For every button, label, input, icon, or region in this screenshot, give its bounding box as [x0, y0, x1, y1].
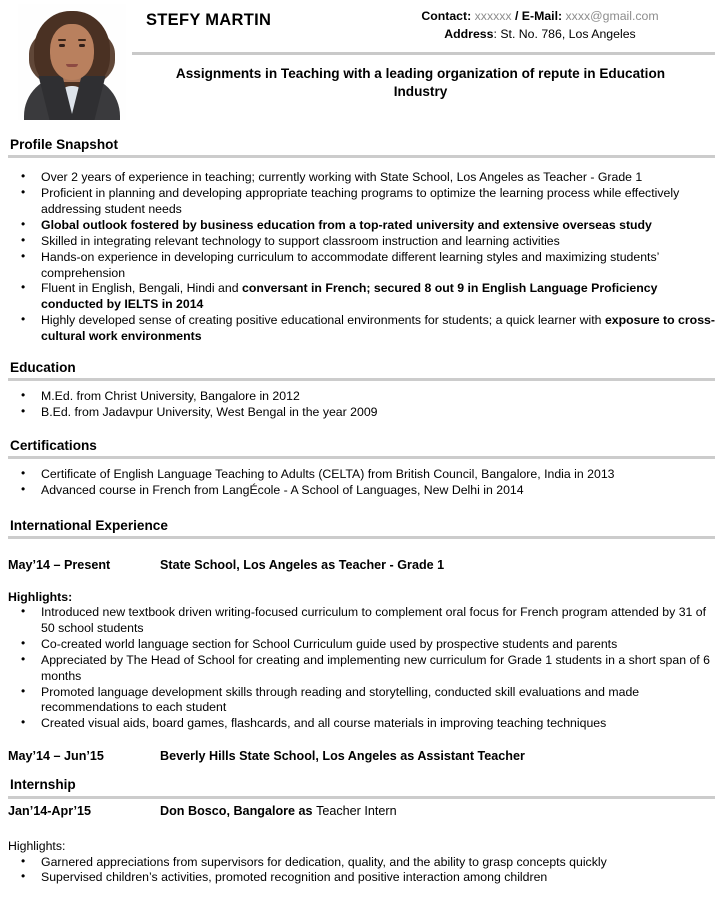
section-certifications [7, 437, 715, 499]
job-header-row [8, 803, 715, 819]
contact-block [371, 8, 715, 44]
bullet-item [8, 716, 715, 732]
bullet-text: Certificate of English Language Teaching to Adults (CELTA) from British Council, Bangalore, India in 2013 [41, 467, 615, 482]
bullet-item [8, 855, 715, 871]
bullet-text: Appreciated by The Head of School for creating and implementing new curriculum for Grade 1 students in a short span of 6 months [41, 652, 710, 683]
job-title-plain: Teacher Intern [316, 803, 397, 818]
bullet-text-emphasis: conversant in French; secured 8 out 9 in English Language Proficiency conducted by IELTS in 2014 [41, 281, 658, 312]
bullet-text: Fluent in English, Bengali, Hindi and [41, 281, 242, 296]
bullet-text: Skilled in integrating relevant technology to support classroom instruction and learning activities [41, 233, 560, 248]
bullet-text-emphasis: exposure to cross-cultural work environments [41, 313, 715, 343]
bullet-text: Co-created world language section for School Curriculum guide used by prospective students and parents [41, 637, 618, 652]
bullet-item [8, 467, 715, 483]
profile-photo [18, 4, 126, 120]
section-internship [7, 776, 715, 886]
contact-value: xxxxxx [474, 9, 512, 23]
profile-bullet-list [8, 170, 715, 344]
job-dates: May’14 – Jun’15 [8, 749, 104, 764]
job-title-bold: Don Bosco, Bangalore as [160, 803, 317, 818]
bullet-text: Supervised children’s activities, promoted recognition and positive interaction among children [41, 870, 548, 885]
bullet-item [8, 186, 715, 218]
bullet-item [8, 637, 715, 653]
highlights-label: Highlights: [8, 589, 73, 604]
job-title-bold: State School, Los Angeles as Teacher - Grade 1 [160, 558, 445, 573]
email-label: E-Mail: [521, 9, 563, 23]
bullet-item [8, 483, 715, 499]
education-bullet-list [8, 389, 715, 421]
section-title: Certifications [10, 437, 97, 453]
candidate-name: STEFY MARTIN [146, 11, 272, 29]
job-title [160, 803, 715, 819]
bullet-text: Created visual aids, board games, flashcards, and all course materials in improving teaching techniques [41, 716, 607, 731]
highlights-label: Highlights: [8, 838, 66, 853]
bullet-text: Promoted language development skills through reading and storytelling, conducted skill evaluations and made recommendations to each student [41, 684, 640, 715]
bullet-item [8, 218, 715, 234]
bullet-text: Highly developed sense of creating positive educational environments for students; a quick learner with [41, 313, 605, 328]
address-label: Address [444, 26, 494, 41]
job-highlight-list [8, 605, 715, 732]
section-title: Education [10, 359, 76, 375]
bullet-item [8, 605, 715, 637]
header-right [126, 4, 715, 101]
bullet-item [8, 685, 715, 717]
bullet-text: Proficient in planning and developing appropriate teaching programs to optimize the learning process while effectively addressing student needs [41, 186, 680, 217]
bullet-text: Introduced new textbook driven writing-focused curriculum to complement oral focus for French program attended by 31 of 50 school students [41, 605, 707, 636]
email-value: xxxx@gmail.com [565, 9, 659, 23]
section-title: Internship [10, 777, 76, 793]
bullet-text: M.Ed. from Christ University, Bangalore in 2012 [41, 389, 300, 404]
bullet-item [8, 405, 715, 421]
section-education [7, 359, 715, 421]
job-title [160, 557, 715, 573]
bullet-item [8, 389, 715, 405]
job-dates: Jan’14-Apr’15 [8, 803, 92, 818]
job-header-row [8, 557, 715, 573]
bullet-item [8, 170, 715, 186]
job-title-bold: Beverly Hills State School, Los Angeles as Assistant Teacher [160, 749, 525, 764]
bullet-item [8, 870, 715, 886]
bullet-text: B.Ed. from Jadavpur University, West Bengal in the year 2009 [41, 405, 378, 420]
section-international-experience [7, 517, 715, 764]
address-value: : St. No. 786, Los Angeles [493, 26, 636, 41]
bullet-text: Hands-on experience in developing curriculum to accommodate different learning styles and maximizing students’ comprehension [41, 249, 659, 280]
resume-header [7, 0, 715, 120]
bullet-text-emphasis: Global outlook fostered by business education from a top-rated university and extensive overseas study [41, 217, 652, 232]
job-title [160, 748, 715, 764]
bullet-item [8, 313, 715, 345]
bullet-text: Garnered appreciations from supervisors for dedication, quality, and the ability to grasp concepts quickly [41, 854, 607, 869]
internship-jobs [8, 799, 715, 887]
bullet-text: Over 2 years of experience in teaching; currently working with State School, Los Angeles as Teacher - Grade 1 [41, 170, 643, 185]
objective-statement: Assignments in Teaching with a leading organization of repute in Education Industry [175, 65, 666, 99]
international-jobs [8, 539, 715, 764]
address-line [371, 26, 709, 44]
section-profile-snapshot [7, 136, 715, 345]
section-title: International Experience [10, 518, 168, 534]
bullet-text: Advanced course in French from LangÉcole - A School of Languages, New Delhi in 2014 [41, 483, 524, 498]
job-header-row [8, 748, 715, 764]
bullet-item [8, 250, 715, 282]
contact-separator: / [514, 9, 519, 23]
job-highlight-list [8, 855, 715, 887]
certifications-bullet-list [8, 467, 715, 499]
contact-label: Contact: [421, 9, 472, 23]
bullet-item [8, 653, 715, 685]
section-title: Profile Snapshot [10, 137, 119, 152]
bullet-item [8, 234, 715, 250]
contact-line [371, 8, 709, 26]
job-dates: May’14 – Present [8, 558, 111, 573]
bullet-item [8, 281, 715, 313]
photo-container [7, 4, 126, 120]
